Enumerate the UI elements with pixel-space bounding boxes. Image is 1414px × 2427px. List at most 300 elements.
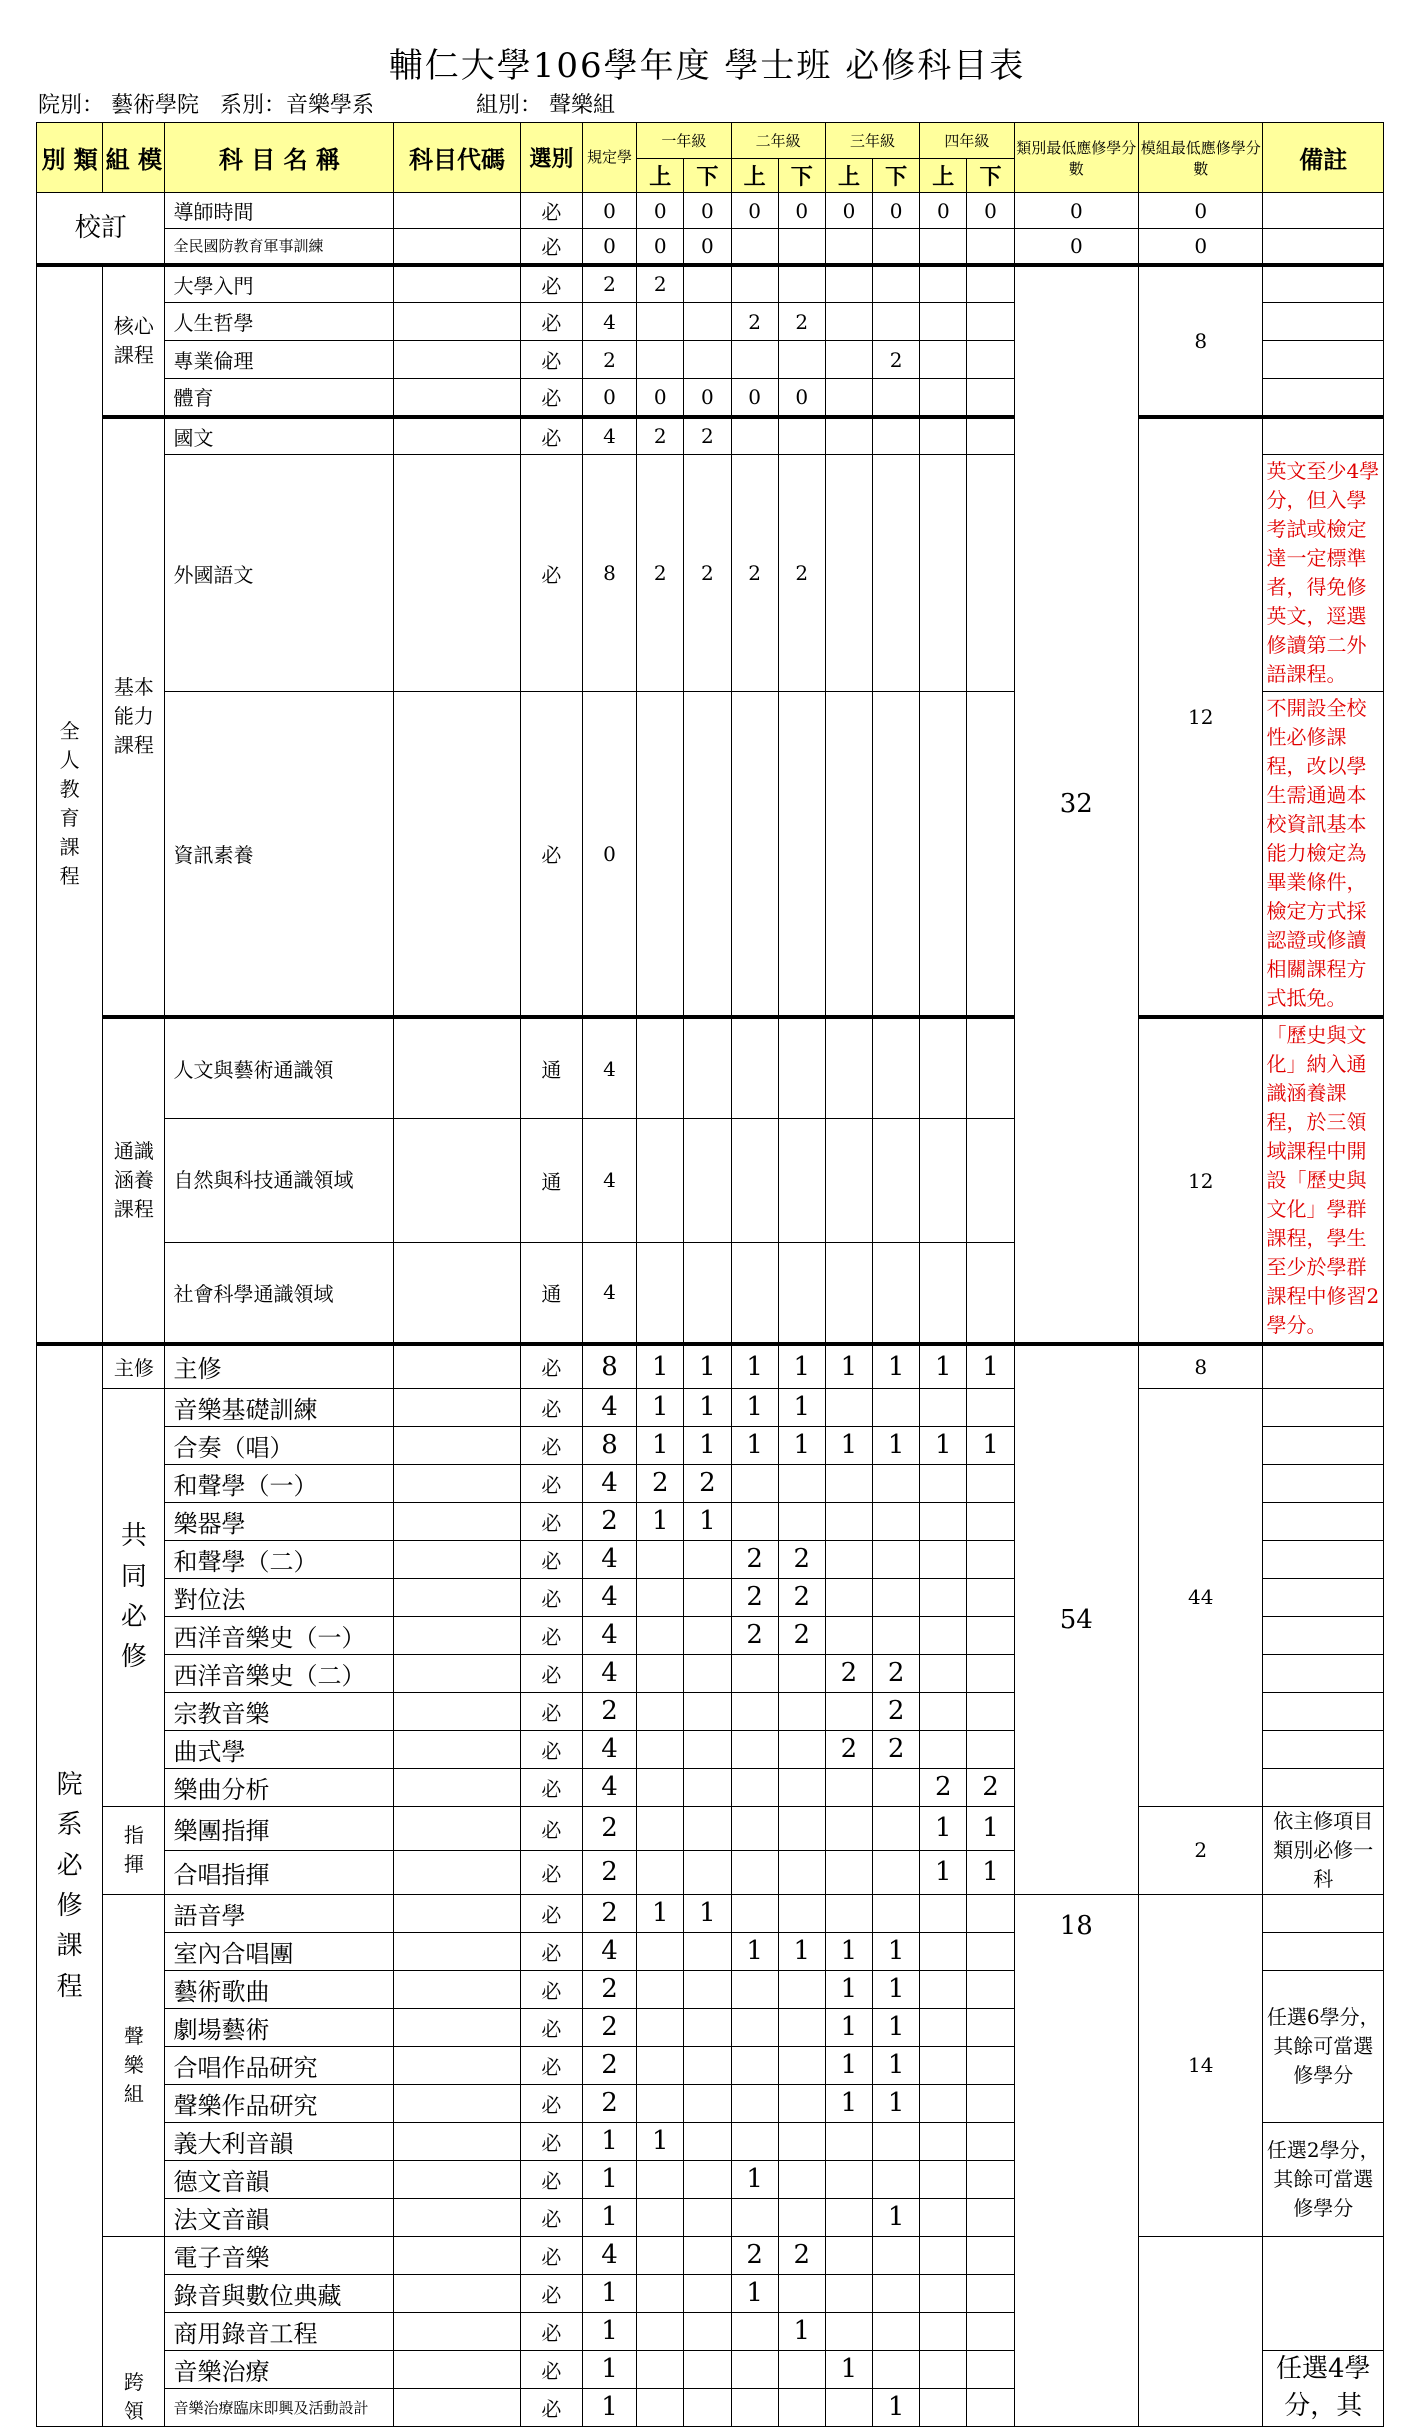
course-credits: 1 (582, 2312, 636, 2350)
semester-credit (637, 2046, 684, 2084)
semester-credit: 2 (731, 1540, 778, 1578)
semester-credit (920, 2084, 967, 2122)
semester-credit (967, 2122, 1014, 2160)
semester-credit (731, 341, 778, 379)
semester-credit (778, 2350, 825, 2388)
course-name: 外國語文 (165, 455, 394, 692)
course-code (394, 341, 520, 379)
semester-credit (920, 1464, 967, 1502)
course-code (394, 2084, 520, 2122)
course-code (394, 303, 520, 341)
course-credits: 2 (582, 2046, 636, 2084)
course-type: 必 (520, 1654, 582, 1692)
course-code (394, 1850, 520, 1894)
semester-credit: 1 (873, 2084, 920, 2122)
semester-credit (637, 2198, 684, 2236)
course-type: 必 (520, 1768, 582, 1806)
semester-credit: 1 (684, 1502, 731, 1540)
course-type: 必 (520, 379, 582, 417)
semester-credit (873, 1616, 920, 1654)
semester-credit (825, 1768, 872, 1806)
semester-credit (967, 1242, 1014, 1344)
semester-credit (731, 2388, 778, 2426)
semester-credit: 1 (825, 1932, 872, 1970)
table-row (37, 1806, 1384, 1850)
module-cross: 跨領 (103, 2236, 165, 2426)
course-credits: 4 (582, 1730, 636, 1768)
course-type: 必 (520, 1970, 582, 2008)
table-row (37, 2236, 1384, 2274)
semester-credit (873, 1768, 920, 1806)
semester-credit (731, 229, 778, 265)
header-y4-upper: 上 (920, 159, 967, 193)
semester-credit: 2 (873, 1692, 920, 1730)
course-name: 大學入門 (165, 265, 394, 303)
semester-credit (920, 2236, 967, 2274)
semester-credit: 2 (778, 1616, 825, 1654)
semester-credit (731, 1119, 778, 1242)
category-min-credits: 32 (1014, 265, 1138, 1345)
course-credits: 1 (582, 2388, 636, 2426)
semester-credit (920, 1894, 967, 1932)
course-credits: 4 (582, 1242, 636, 1344)
semester-credit: 0 (637, 229, 684, 265)
course-name: 西洋音樂史（一） (165, 1616, 394, 1654)
semester-credit: 1 (873, 1970, 920, 2008)
module-conduct: 指揮 (103, 1806, 165, 1894)
course-credits: 4 (582, 1119, 636, 1242)
semester-credit (731, 265, 778, 303)
semester-credit (778, 2046, 825, 2084)
semester-credit: 1 (920, 1344, 967, 1388)
course-type: 必 (520, 2350, 582, 2388)
semester-credit (684, 2008, 731, 2046)
semester-credit (684, 1578, 731, 1616)
course-type: 必 (520, 2312, 582, 2350)
semester-credit (873, 2274, 920, 2312)
remarks-cell (1263, 1502, 1384, 1540)
semester-credit (637, 1654, 684, 1692)
semester-credit (778, 1464, 825, 1502)
semester-credit (637, 2160, 684, 2198)
course-name: 聲樂作品研究 (165, 2084, 394, 2122)
table-row (37, 265, 1384, 303)
semester-credit (731, 692, 778, 1018)
semester-credit (684, 2236, 731, 2274)
remarks-cell: 依主修項目類別必修一科 (1263, 1806, 1384, 1894)
course-type: 必 (520, 1894, 582, 1932)
course-name: 樂團指揮 (165, 1806, 394, 1850)
semester-credit (967, 1932, 1014, 1970)
header-module-min: 模組最低應修學分數 (1139, 123, 1263, 193)
semester-credit: 2 (825, 1654, 872, 1692)
semester-credit (684, 2350, 731, 2388)
course-code (394, 1502, 520, 1540)
category-yuanxi: 院系必修課程 (37, 1344, 103, 2426)
semester-credit (967, 1730, 1014, 1768)
semester-credit (967, 417, 1014, 455)
semester-credit (825, 1119, 872, 1242)
course-code (394, 1616, 520, 1654)
course-code (394, 1970, 520, 2008)
semester-credit (637, 1806, 684, 1850)
semester-credit (873, 1850, 920, 1894)
semester-credit (967, 265, 1014, 303)
course-credits: 4 (582, 1017, 636, 1119)
semester-credit (967, 1540, 1014, 1578)
module-min-credits: 2 (1139, 1806, 1263, 1894)
semester-credit: 2 (684, 417, 731, 455)
semester-credit (731, 1464, 778, 1502)
course-credits: 2 (582, 1502, 636, 1540)
course-code (394, 2274, 520, 2312)
course-type: 必 (520, 1426, 582, 1464)
semester-credit: 1 (637, 1344, 684, 1388)
course-code (394, 379, 520, 417)
course-credits: 0 (582, 193, 636, 229)
course-credits: 8 (582, 455, 636, 692)
semester-credit: 0 (637, 379, 684, 417)
course-credits: 2 (582, 341, 636, 379)
page-title: 輔仁大學106學年度 學士班 必修科目表 (388, 46, 1026, 86)
course-name: 和聲學（一） (165, 1464, 394, 1502)
semester-credit: 0 (825, 193, 872, 229)
semester-credit (825, 2274, 872, 2312)
course-name: 主修 (165, 1344, 394, 1388)
semester-credit (778, 1119, 825, 1242)
semester-credit: 1 (731, 1344, 778, 1388)
semester-credit: 2 (778, 2236, 825, 2274)
course-name: 和聲學（二） (165, 1540, 394, 1578)
remarks-cell (1263, 1768, 1384, 1806)
semester-credit (967, 2046, 1014, 2084)
semester-credit (731, 1970, 778, 2008)
category-min-credits: 54 (1014, 1344, 1138, 1894)
semester-credit: 2 (731, 303, 778, 341)
course-type: 必 (520, 2084, 582, 2122)
course-code (394, 1578, 520, 1616)
semester-credit: 2 (637, 265, 684, 303)
semester-credit: 2 (684, 1464, 731, 1502)
semester-credit (967, 1464, 1014, 1502)
semester-credit (873, 2350, 920, 2388)
category-quanren: 全人教育課程 (37, 265, 103, 1345)
semester-credit (920, 2274, 967, 2312)
semester-credit: 1 (825, 2084, 872, 2122)
semester-credit (637, 1242, 684, 1344)
semester-credit (967, 341, 1014, 379)
semester-credit (920, 379, 967, 417)
semester-credit (637, 1692, 684, 1730)
semester-credit (825, 379, 872, 417)
semester-credit (778, 1850, 825, 1894)
semester-credit (967, 1692, 1014, 1730)
course-code (394, 1932, 520, 1970)
semester-credit (684, 1692, 731, 1730)
semester-credit (825, 2312, 872, 2350)
header-type: 選別 (520, 123, 582, 193)
course-name: 法文音韻 (165, 2198, 394, 2236)
semester-credit (825, 1017, 872, 1119)
semester-credit (825, 692, 872, 1018)
remarks-cell (1263, 1894, 1384, 1932)
semester-credit (967, 455, 1014, 692)
course-name: 語音學 (165, 1894, 394, 1932)
semester-credit (825, 1540, 872, 1578)
remarks-cell (1263, 265, 1384, 303)
semester-credit: 2 (873, 1654, 920, 1692)
course-type: 必 (520, 265, 582, 303)
remarks-cell (1263, 2236, 1384, 2350)
course-type: 必 (520, 1344, 582, 1388)
semester-credit (731, 2350, 778, 2388)
course-code (394, 1388, 520, 1426)
remarks-cell (1263, 1540, 1384, 1578)
semester-credit (637, 1119, 684, 1242)
course-name: 國文 (165, 417, 394, 455)
course-name: 電子音樂 (165, 2236, 394, 2274)
module-basic: 基本能力課程 (103, 417, 165, 1018)
semester-credit (684, 341, 731, 379)
course-name: 藝術歌曲 (165, 1970, 394, 2008)
semester-credit (684, 692, 731, 1018)
semester-credit (920, 1388, 967, 1426)
remarks-cell (1263, 1344, 1384, 1388)
semester-credit (731, 2198, 778, 2236)
semester-credit (967, 2008, 1014, 2046)
header-year3: 三年級 (825, 123, 919, 159)
semester-credit (731, 1894, 778, 1932)
semester-credit (967, 1017, 1014, 1119)
course-credits: 4 (582, 2236, 636, 2274)
semester-credit (731, 2312, 778, 2350)
semester-credit: 1 (778, 1932, 825, 1970)
course-type: 必 (520, 1730, 582, 1768)
semester-credit: 1 (873, 2046, 920, 2084)
course-code (394, 2312, 520, 2350)
module-min-credits: 0 (1139, 229, 1263, 265)
semester-credit: 1 (873, 2008, 920, 2046)
semester-credit: 0 (637, 193, 684, 229)
remarks-cell (1263, 1654, 1384, 1692)
module-general: 通識涵養課程 (103, 1017, 165, 1344)
module-vocal: 聲樂組 (103, 1894, 165, 2236)
semester-credit (637, 303, 684, 341)
remarks-cell: 任選6學分，其餘可當選修學分 (1263, 1970, 1384, 2122)
semester-credit (967, 2312, 1014, 2350)
semester-credit (825, 2388, 872, 2426)
semester-credit (873, 229, 920, 265)
course-credits: 2 (582, 1692, 636, 1730)
semester-credit: 2 (731, 1578, 778, 1616)
semester-credit: 1 (637, 1388, 684, 1426)
course-table-body (37, 193, 1384, 2427)
header-course-name: 科 目 名 稱 (165, 123, 394, 193)
semester-credit: 1 (637, 1894, 684, 1932)
semester-credit (873, 1119, 920, 1242)
semester-credit (637, 692, 684, 1018)
semester-credit: 0 (684, 379, 731, 417)
semester-credit (684, 2274, 731, 2312)
course-credits: 2 (582, 1850, 636, 1894)
course-credits: 1 (582, 2350, 636, 2388)
semester-credit (825, 1692, 872, 1730)
remarks-cell (1263, 341, 1384, 379)
semester-credit (637, 1540, 684, 1578)
semester-credit: 2 (967, 1768, 1014, 1806)
semester-credit (637, 1768, 684, 1806)
course-type: 必 (520, 1540, 582, 1578)
remarks-cell: 不開設全校性必修課程，改以學生需通過本校資訊基本能力檢定為畢業條件，檢定方式採認證或修讀相關課程方式抵免。 (1263, 692, 1384, 1018)
course-name: 自然與科技通識領域 (165, 1119, 394, 1242)
course-credits: 4 (582, 1388, 636, 1426)
semester-credit (731, 1850, 778, 1894)
semester-credit (637, 2388, 684, 2426)
semester-credit (873, 265, 920, 303)
module-min-credits (1139, 2236, 1263, 2426)
semester-credit: 0 (684, 193, 731, 229)
course-code (394, 455, 520, 692)
course-type: 必 (520, 2046, 582, 2084)
semester-credit (731, 2122, 778, 2160)
semester-credit (684, 2388, 731, 2426)
course-code (394, 2046, 520, 2084)
course-name: 體育 (165, 379, 394, 417)
semester-credit: 2 (825, 1730, 872, 1768)
table-row (37, 1894, 1384, 1932)
header-y2-lower: 下 (778, 159, 825, 193)
remarks-cell (1263, 1692, 1384, 1730)
course-code (394, 1654, 520, 1692)
remarks-cell (1263, 379, 1384, 417)
course-name: 室內合唱團 (165, 1932, 394, 1970)
course-name: 錄音與數位典藏 (165, 2274, 394, 2312)
course-credits: 2 (582, 1970, 636, 2008)
header-category: 別 類 (37, 123, 103, 193)
semester-credit: 1 (825, 2046, 872, 2084)
semester-credit (825, 303, 872, 341)
semester-credit: 0 (778, 379, 825, 417)
semester-credit (684, 1806, 731, 1850)
semester-credit (920, 692, 967, 1018)
course-credits: 4 (582, 1540, 636, 1578)
semester-credit (873, 1464, 920, 1502)
semester-credit (778, 1806, 825, 1850)
semester-credit (778, 2274, 825, 2312)
semester-credit (778, 341, 825, 379)
course-type: 必 (520, 1502, 582, 1540)
semester-credit: 2 (637, 455, 684, 692)
course-type: 必 (520, 341, 582, 379)
semester-credit: 1 (967, 1806, 1014, 1850)
table-row (37, 417, 1384, 455)
semester-credit (825, 2160, 872, 2198)
semester-credit (920, 1578, 967, 1616)
header-year2: 二年級 (731, 123, 825, 159)
course-code (394, 1242, 520, 1344)
semester-credit (825, 1464, 872, 1502)
course-type: 必 (520, 303, 582, 341)
semester-credit: 1 (873, 1932, 920, 1970)
semester-credit (778, 2008, 825, 2046)
semester-credit (873, 1388, 920, 1426)
semester-credit (825, 2122, 872, 2160)
course-credits: 1 (582, 2274, 636, 2312)
remarks-cell (1263, 1730, 1384, 1768)
semester-credit (873, 692, 920, 1018)
course-name: 對位法 (165, 1578, 394, 1616)
header-remarks: 備註 (1263, 123, 1384, 193)
semester-credit: 0 (731, 193, 778, 229)
semester-credit: 1 (873, 2388, 920, 2426)
semester-credit (873, 1806, 920, 1850)
semester-credit: 2 (731, 1616, 778, 1654)
course-name: 商用錄音工程 (165, 2312, 394, 2350)
course-code (394, 2122, 520, 2160)
course-type: 必 (520, 2388, 582, 2426)
course-type: 必 (520, 692, 582, 1018)
semester-credit (920, 2160, 967, 2198)
course-name: 音樂基礎訓練 (165, 1388, 394, 1426)
semester-credit (825, 417, 872, 455)
semester-credit: 2 (778, 455, 825, 692)
semester-credit (637, 1932, 684, 1970)
course-credits: 8 (582, 1426, 636, 1464)
course-name: 曲式學 (165, 1730, 394, 1768)
course-code (394, 1426, 520, 1464)
course-type: 必 (520, 2122, 582, 2160)
module-min-credits: 12 (1139, 1017, 1263, 1344)
semester-credit: 1 (873, 2198, 920, 2236)
semester-credit (778, 2122, 825, 2160)
semester-credit (967, 2236, 1014, 2274)
course-code (394, 1540, 520, 1578)
semester-credit (920, 455, 967, 692)
semester-credit (637, 1578, 684, 1616)
semester-credit (967, 1119, 1014, 1242)
semester-credit: 1 (825, 2008, 872, 2046)
semester-credit (778, 2160, 825, 2198)
course-code (394, 1806, 520, 1850)
semester-credit (825, 455, 872, 692)
semester-credit (731, 2084, 778, 2122)
course-name: 全民國防教育軍事訓練 (165, 229, 394, 265)
semester-credit (778, 2084, 825, 2122)
semester-credit (873, 1540, 920, 1578)
semester-credit (920, 417, 967, 455)
semester-credit: 0 (873, 193, 920, 229)
semester-credit (967, 1578, 1014, 1616)
semester-credit (873, 2312, 920, 2350)
semester-credit (920, 1017, 967, 1119)
course-name: 樂器學 (165, 1502, 394, 1540)
semester-credit: 1 (778, 1344, 825, 1388)
group-label: 組別： 聲樂組 (476, 93, 616, 118)
course-code (394, 1692, 520, 1730)
semester-credit (684, 1730, 731, 1768)
semester-credit (967, 2198, 1014, 2236)
semester-credit (920, 2198, 967, 2236)
semester-credit: 1 (731, 2160, 778, 2198)
table-row (37, 229, 1384, 265)
semester-credit (731, 1692, 778, 1730)
semester-credit: 0 (778, 193, 825, 229)
semester-credit (778, 1692, 825, 1730)
header-credits: 規定學 (582, 123, 636, 193)
semester-credit (637, 2084, 684, 2122)
course-code (394, 1730, 520, 1768)
semester-credit (825, 1850, 872, 1894)
